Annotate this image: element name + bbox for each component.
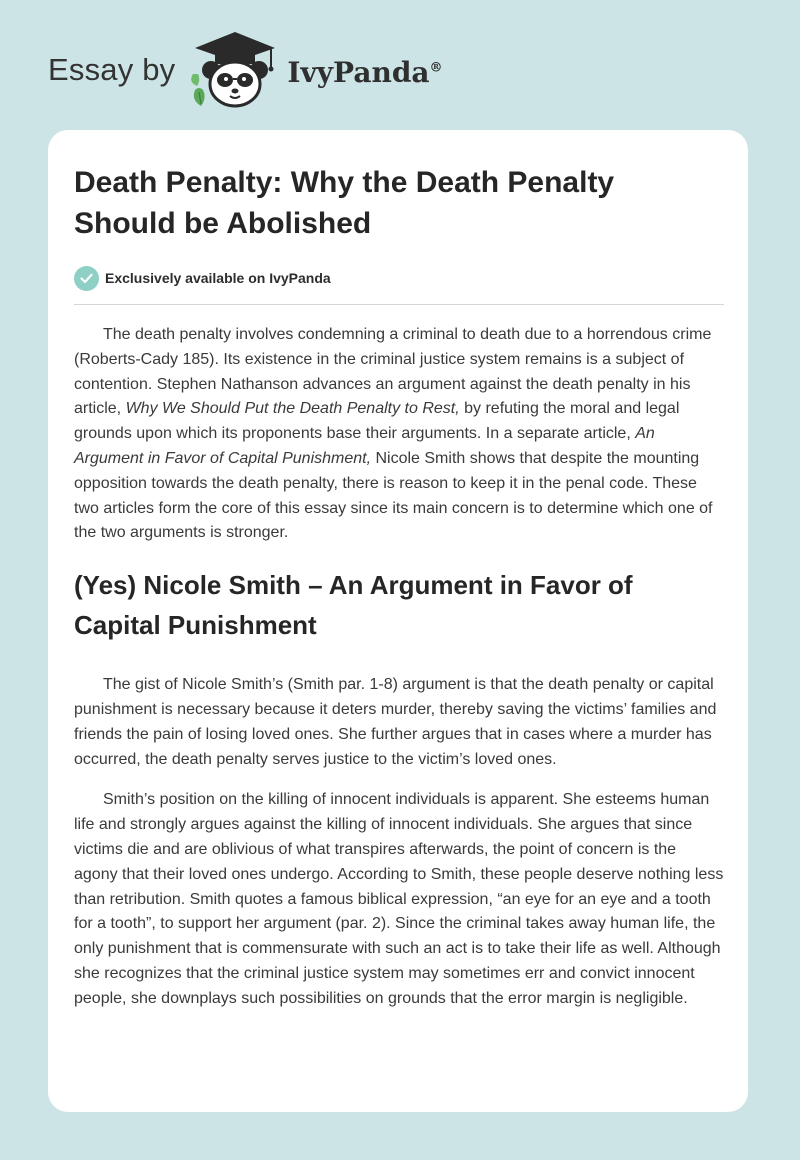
exclusive-badge xyxy=(74,264,724,292)
checkmark-icon xyxy=(74,266,99,291)
section-heading: (Yes) Nicole Smith – An Argument in Favor of Capital Punishment xyxy=(74,570,633,641)
brand-name[interactable]: IvyPanda® xyxy=(287,55,443,89)
essay-card xyxy=(48,130,748,1112)
smith-article-title: An Argument in Favor of Capital Punishment, xyxy=(74,425,655,467)
site-header xyxy=(48,30,443,110)
registered-mark: ® xyxy=(429,60,443,76)
ivypanda-logo-icon[interactable] xyxy=(189,30,281,110)
body-paragraph: The gist of Nicole Smith’s (Smith par. 1-8) argument is that the death penalty or capital punishment is necessary because it deters murder, thereby saving the victims’ families and friends the pain of losing loved ones. She further argues that in cases where a murder has occurred, the death penalty serves justice to the victim’s loved ones. xyxy=(74,676,717,768)
essay-title: Death Penalty: Why the Death Penalty Should be Abolished xyxy=(74,166,615,240)
essay-content xyxy=(74,162,724,1012)
divider xyxy=(74,304,724,305)
intro-paragraph: The death penalty involves condemning a criminal to death due to a horrendous crime (Roberts-Cady 185). Its existence in the criminal justice system remains is a subject of contention. Stephen Nathanson advances an argument against the death penalty in his article, Why We Should Put the Death Penalty to Rest, by refuting the moral and legal grounds upon which its proponents base their arguments. In a separate article, An Argument in Favor of Capital Punishment, Nicole Smith shows that despite the mounting opposition towards the death penalty, there is reason to keep it in the penal code. These two articles form the core of this essay since its main concern is to determine which one of the two arguments is stronger. xyxy=(74,326,713,542)
body-paragraph: Smith’s position on the killing of innocent individuals is apparent. She esteems human life and strongly argues against the killing of innocent individuals. She argues that since victims die and are oblivious of what transpires afterwards, the point of concern is the agony that their loved ones undergo. According to Smith, these people deserve nothing less than retribution. Smith quotes a famous biblical expression, “an eye for an eye and a tooth for a tooth”, to support her argument (par. 2). Since the criminal takes away human life, the only punishment that is commensurate with such an act is to take their life as well. Although she recognizes that the criminal justice system may sometimes err and convict innocent people, she downplays such possibilities on grounds that the error margin is negligible. xyxy=(74,791,724,1007)
nathanson-article-title: Why We Should Put the Death Penalty to Rest, xyxy=(125,400,460,418)
essay-by-label: Essay by xyxy=(48,52,176,87)
exclusive-label: Exclusively available on IvyPanda xyxy=(105,270,331,286)
